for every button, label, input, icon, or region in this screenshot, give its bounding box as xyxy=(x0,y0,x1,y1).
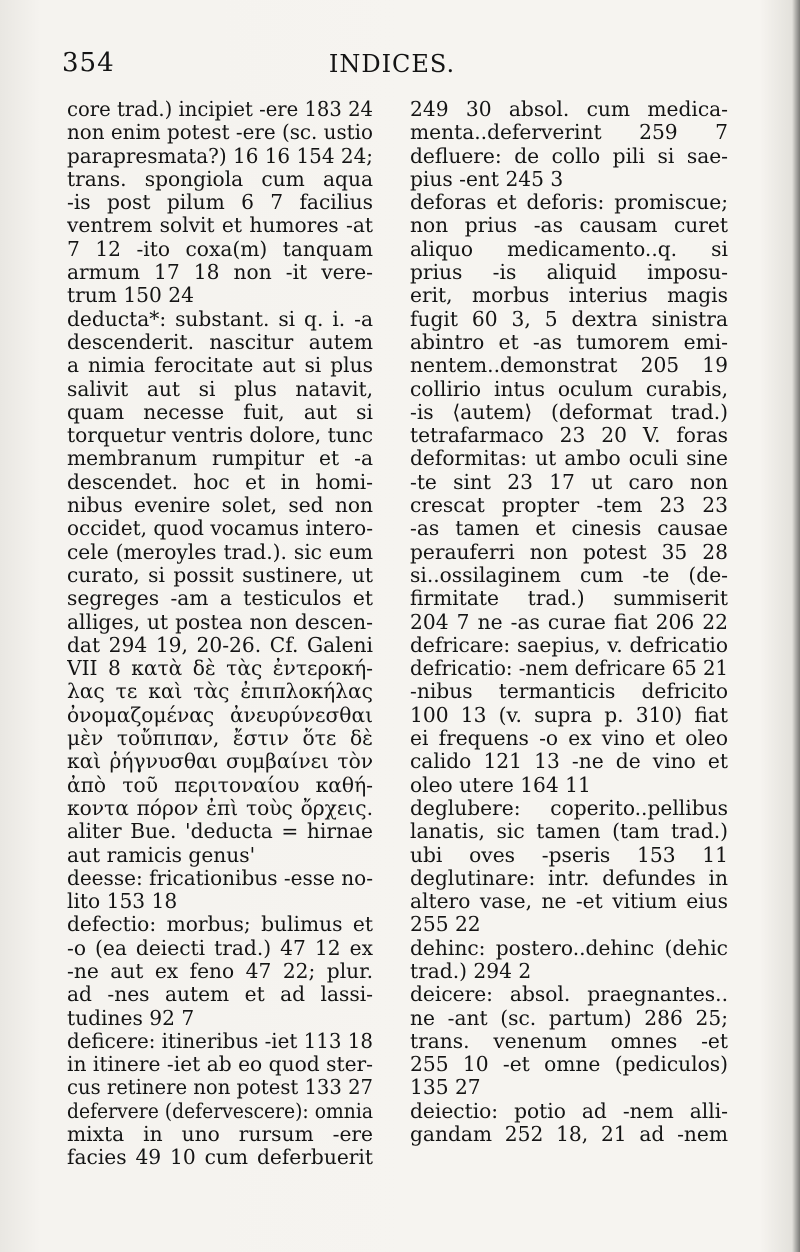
text-line: trad.) 294 2 xyxy=(410,959,532,983)
text-line: segreges -am a testiculos et xyxy=(67,587,373,611)
text-line: nentem..demonstrat 205 19 xyxy=(410,354,728,378)
page-header xyxy=(62,48,722,88)
text-line: 255 10 -et omne (pediculos) xyxy=(410,1053,728,1077)
text-line: ventrem solvit et humores -at xyxy=(67,214,373,238)
text-line: dehinc: postero..dehinc (dehic xyxy=(410,936,728,960)
text-line: -nibus termanticis defricito xyxy=(410,680,728,704)
text-line: deficere: itineribus -iet 113 18 xyxy=(67,1029,373,1053)
text-line: λας τε καὶ τὰς ἐπιπλοκήλας xyxy=(67,680,373,704)
text-line: trum 150 24 xyxy=(67,284,194,308)
text-line: lanatis, sic tamen (tam trad.) xyxy=(410,820,728,844)
text-line: defricare: saepius, v. defricatio xyxy=(410,633,728,657)
text-line: -is post pilum 6 7 facilius xyxy=(67,191,373,215)
text-line: 255 22 xyxy=(410,913,481,937)
text-line: fugit 60 3, 5 dextra sinistra xyxy=(410,307,728,331)
text-line: deformitas: ut ambo oculi sine xyxy=(410,447,728,471)
text-line: altero vase, ne -et vitium eius xyxy=(410,890,728,914)
text-line: prius -is aliquid imposu- xyxy=(410,261,728,285)
text-line: defervere (defervescere): omnia xyxy=(67,1099,373,1123)
text-line: armum 17 18 non -it vere- xyxy=(67,261,373,285)
text-line: -as tamen et cinesis causae xyxy=(410,517,728,541)
text-line: dat 294 19, 20-26. Cf. Galeni xyxy=(67,633,373,657)
text-line: deglutinare: intr. defundes in xyxy=(410,866,728,890)
text-line: -te sint 23 17 ut caro non xyxy=(410,470,728,494)
scan-edge-shadow xyxy=(792,0,800,1252)
right-column xyxy=(410,98,728,1146)
text-line: torquetur ventris dolore, tunc xyxy=(67,424,373,448)
text-line: trans. venenum omnes -et xyxy=(410,1029,728,1053)
text-line: deforas et deforis: promiscue; xyxy=(410,191,728,215)
text-line: ad -nes autem et ad lassi- xyxy=(67,983,373,1007)
text-line: erit, morbus interius magis xyxy=(410,284,728,308)
text-line: aliquo medicamento..q. si xyxy=(410,237,728,261)
text-line: aliter Bue. 'deducta = hirnae xyxy=(67,820,373,844)
text-line: κοντα πόρον ἐπὶ τοὺς ὄρχεις. xyxy=(67,796,373,820)
text-line: in itinere -iet ab eo quod ster- xyxy=(67,1053,373,1077)
text-line: calido 121 13 -ne de vino et xyxy=(410,750,728,774)
text-line: si..ossilaginem cum -te (de- xyxy=(410,563,728,587)
text-line: crescat propter -tem 23 23 xyxy=(410,494,728,518)
text-line: VII 8 κατὰ δὲ τὰς ἐντεροκή- xyxy=(67,657,373,681)
text-line: membranum rumpitur et -a xyxy=(67,447,373,471)
text-line: a nimia ferocitate aut si plus xyxy=(67,354,373,378)
text-line: collirio intus oculum curabis, xyxy=(410,377,728,401)
text-line: -ne aut ex feno 47 22; plur. xyxy=(67,959,373,983)
text-line: ne -ant (sc. partum) 286 25; xyxy=(410,1006,728,1030)
text-line: descendet. hoc et in homi- xyxy=(67,470,373,494)
left-column xyxy=(67,98,373,1170)
text-line: non enim potest -ere (sc. ustio xyxy=(67,121,373,145)
text-line: 249 30 absol. cum medica- xyxy=(410,98,728,121)
text-line: facies 49 10 cum deferbuerit xyxy=(67,1146,373,1170)
text-line: abintro et -as tumorem emi- xyxy=(410,330,728,354)
text-line: perauferri non potest 35 28 xyxy=(410,540,728,564)
text-line: deducta*: substant. si q. i. -a xyxy=(67,307,373,331)
text-line: mixta in uno rursum -ere xyxy=(67,1123,373,1147)
running-head: INDICES. xyxy=(328,50,456,78)
text-line: non prius -as causam curet xyxy=(410,214,728,238)
text-line: 135 27 xyxy=(410,1076,481,1100)
text-line: menta..deferverint 259 7 xyxy=(410,121,728,145)
text-line: curato, si possit sustinere, ut xyxy=(67,563,373,587)
text-line: μὲν τοὔπιπαν, ἔστιν ὅτε δὲ xyxy=(67,727,373,751)
text-line: alliges, ut postea non descen- xyxy=(67,610,373,634)
text-line: ἀπὸ τοῦ περιτοναίου καθή- xyxy=(67,773,373,797)
page-number: 354 xyxy=(62,48,115,78)
text-line: defectio: morbus; bulimus et xyxy=(67,913,373,937)
text-line: 7 12 -ito coxa(m) tanquam xyxy=(67,237,373,261)
text-line: ei frequens -o ex vino et oleo xyxy=(410,727,728,751)
text-line: core trad.) incipiet -ere 183 24 xyxy=(67,98,373,121)
text-line: pius -ent 245 3 xyxy=(410,167,564,191)
text-line: trans. spongiola cum aqua xyxy=(67,167,373,191)
text-line: tetrafarmaco 23 20 V. foras xyxy=(410,424,728,448)
text-line: tudines 92 7 xyxy=(67,1006,195,1030)
text-line: deiectio: potio ad -nem alli- xyxy=(410,1099,728,1123)
text-line: 100 13 (v. supra p. 310) fiat xyxy=(410,703,728,727)
text-line: defluere: de collo pili si sae- xyxy=(410,144,728,168)
text-line: καὶ ῥήγνυσθαι συμβαίνει τὸν xyxy=(67,750,373,774)
text-line: occidet, quod vocamus intero- xyxy=(67,517,373,541)
text-line: gandam 252 18, 21 ad -nem xyxy=(410,1123,728,1147)
text-line: deglubere: coperito..pellibus xyxy=(410,796,728,820)
text-line: cus retinere non potest 133 27 xyxy=(67,1076,373,1100)
text-line: lito 153 18 xyxy=(67,890,178,914)
text-line: deesse: fricationibus -esse no- xyxy=(67,866,373,890)
text-line: quam necesse fuit, aut si xyxy=(67,400,373,424)
text-line: ubi oves -pseris 153 11 xyxy=(410,843,728,867)
text-line: parapresmata?) 16 16 154 24; xyxy=(67,144,373,168)
text-line: salivit aut si plus natavit, xyxy=(67,377,373,401)
text-line: descenderit. nascitur autem xyxy=(67,330,373,354)
text-line: aut ramicis genus' xyxy=(67,843,256,867)
text-line: deicere: absol. praegnantes.. xyxy=(410,983,728,1007)
text-line: firmitate trad.) summiserit xyxy=(410,587,728,611)
text-line: ὀνομαζομένας ἀνευρύνεσθαι xyxy=(67,703,373,727)
text-line: cele (meroyles trad.). sic eum xyxy=(67,540,373,564)
text-line: 204 7 ne -as curae fiat 206 22 xyxy=(410,610,728,634)
text-line: oleo utere 164 11 xyxy=(410,773,591,797)
text-line: nibus evenire solet, sed non xyxy=(67,494,373,518)
text-line: defricatio: -nem defricare 65 21 xyxy=(410,657,728,681)
text-line: -is ⟨autem⟩ (deformat trad.) xyxy=(410,400,728,424)
text-line: -o (ea deiecti trad.) 47 12 ex xyxy=(67,936,373,960)
